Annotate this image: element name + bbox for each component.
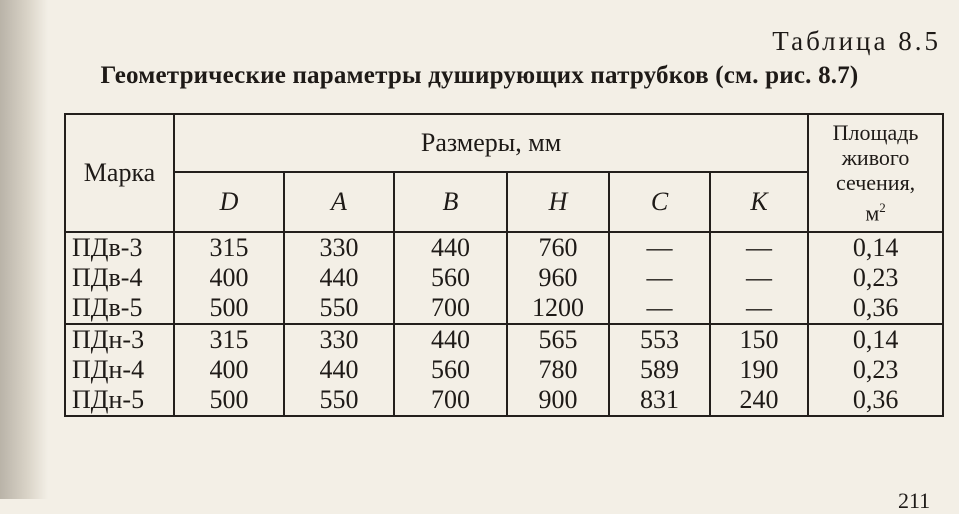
cell-value: ПДн-3 [72,325,145,354]
cell-b [394,324,507,416]
cell-value: ПДн-4 [72,355,145,384]
cell-value: 150 [739,325,779,354]
cell-d [174,324,284,416]
cell-value: 831 [640,385,679,414]
cell-value: ПДв-3 [72,233,143,262]
parameters-table [64,113,944,417]
cell-value: 440 [431,233,470,262]
cell-value: 560 [431,263,470,292]
cell-mark [65,324,174,416]
cell-value: 900 [538,385,578,414]
cell-value: 440 [319,263,359,292]
cell-value: 330 [319,325,359,354]
cell-area [808,324,943,416]
table-title: Геометрические параметры душирующих патрубков (см. рис. 8.7) [100,62,859,89]
header-col-a: A [284,172,394,232]
cell-value: 1200 [532,293,584,322]
header-col-d: D [174,172,284,232]
area-unit-exponent: 2 [879,200,886,216]
cell-value: 0,14 [852,233,899,262]
header-col-h: H [507,172,609,232]
header-col-c: C [609,172,710,232]
cell-d [174,232,284,324]
cell-b [394,232,507,324]
cell-c [609,324,710,416]
cell-c [609,232,710,324]
header-col-b: B [394,172,507,232]
table-row-group [65,324,943,416]
header-area [808,114,943,232]
page-number: 211 [898,488,931,513]
cell-value: 315 [209,325,249,354]
cell-value: 0,14 [852,325,899,354]
cell-h [507,232,609,324]
cell-value: 553 [640,325,679,354]
header-area-line-2: живого [841,145,910,171]
cell-value: 700 [431,385,470,414]
cell-value: 500 [209,293,249,322]
cell-value: — [646,263,673,292]
cell-value: — [746,233,773,262]
cell-area [808,232,943,324]
cell-mark [65,232,174,324]
cell-value: 190 [739,355,779,384]
cell-value: 330 [319,233,359,262]
table-row-group [65,232,943,324]
cell-value: — [646,293,673,322]
cell-value: 315 [209,233,249,262]
cell-value: 560 [431,355,470,384]
cell-value: 960 [538,263,578,292]
header-area-line-3: сечения, [835,170,916,196]
cell-a [284,232,394,324]
cell-k [710,324,808,416]
cell-value: 550 [319,385,359,414]
cell-k [710,232,808,324]
cell-value: 440 [319,355,359,384]
cell-value: 0,23 [852,355,899,384]
cell-value: 589 [640,355,679,384]
area-unit-base: м [865,200,880,226]
cell-value: 550 [319,293,359,322]
header-col-k: K [710,172,808,232]
table-number-label: Таблица 8.5 [772,26,941,56]
cell-value: 440 [431,325,470,354]
cell-value: 400 [209,263,249,292]
cell-value: 500 [209,385,249,414]
cell-value: 700 [431,293,470,322]
cell-value: — [746,263,773,292]
cell-value: ПДв-5 [72,293,143,322]
cell-value: 240 [739,385,779,414]
cell-h [507,324,609,416]
header-mark: Марка [65,114,174,232]
cell-value: 565 [538,325,578,354]
header-area-line-1: Площадь [832,120,919,146]
cell-value: — [746,293,773,322]
header-area-unit [809,195,942,225]
cell-a [284,324,394,416]
cell-value: ПДв-4 [72,263,143,292]
cell-value: 400 [209,355,249,384]
cell-value: 780 [538,355,578,384]
cell-value: 0,23 [852,263,899,292]
cell-value: ПДн-5 [72,385,145,414]
cell-value: 0,36 [852,385,899,414]
table-body [65,232,943,416]
cell-value: 760 [538,233,578,262]
header-dimensions: Размеры, мм [174,114,808,172]
cell-value: — [646,233,673,262]
cell-value: 0,36 [852,293,899,322]
